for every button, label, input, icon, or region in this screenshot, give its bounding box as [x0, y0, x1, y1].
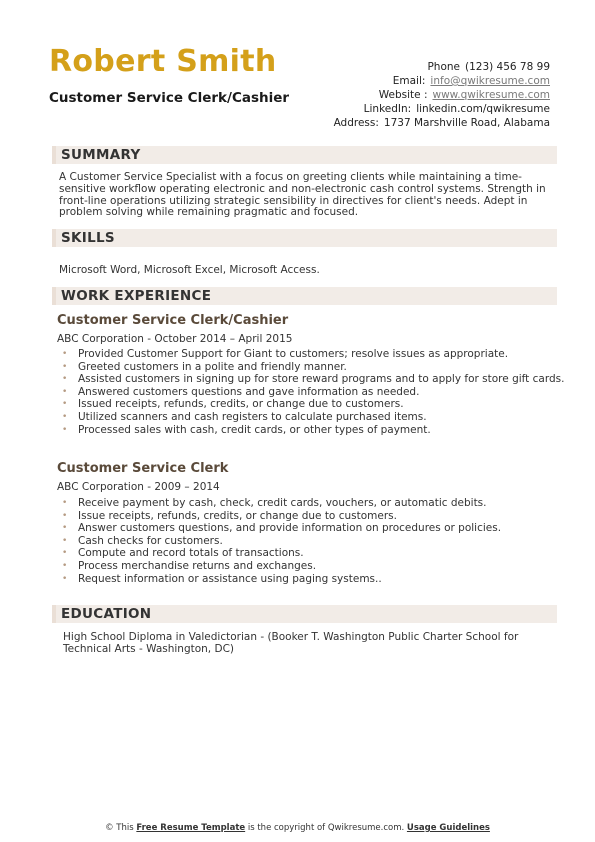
bullet-dot-icon: • — [62, 560, 68, 571]
job-bullet-text: Request information or assistance using paging systems.. — [78, 572, 382, 585]
job-bullet — [62, 522, 501, 535]
contact-label: Phone — [427, 61, 460, 73]
bullet-dot-icon: • — [62, 498, 68, 508]
job-bullet-text: Cash checks for customers. — [78, 534, 223, 547]
job-bullet-text: Processed sales with cash, credit cards, or other types of payment. — [78, 423, 431, 436]
contact-value: 1737 Marshville Road, Alabama — [383, 117, 550, 129]
contact-value[interactable]: www.qwikresume.com — [432, 89, 550, 101]
bullet-dot-icon: • — [62, 374, 68, 385]
contact-label: LinkedIn: — [363, 103, 412, 115]
contact-row — [250, 60, 550, 74]
job-bullet-list-1 — [62, 348, 564, 436]
candidate-job-title: Customer Service Clerk/Cashier — [49, 90, 290, 106]
contact-value: linkedin.com/qwikresume — [416, 103, 550, 115]
job-bullet — [62, 535, 501, 548]
candidate-name: Robert Smith — [49, 44, 277, 79]
footer — [0, 823, 595, 833]
job-bullet — [62, 348, 564, 361]
job-company-dates-2: ABC Corporation - 2009 – 2014 — [57, 481, 220, 493]
bullet-dot-icon: • — [62, 548, 68, 559]
job-bullet-text: Greeted customers in a polite and friendly manner. — [78, 360, 347, 373]
job-bullet — [62, 361, 564, 374]
education-heading-text: EDUCATION — [61, 606, 152, 622]
bullet-dot-icon: • — [62, 349, 68, 359]
job-bullet-text: Process merchandise returns and exchanges. — [78, 559, 317, 572]
summary-heading-text: SUMMARY — [61, 147, 141, 163]
contact-value: (123) 456 78 99 — [464, 61, 550, 73]
job-bullet — [62, 547, 501, 560]
contact-row — [250, 102, 550, 116]
education-text: High School Diploma in Valedictorian - (Booker T. Washington Public Charter School for Technical Arts - Washington, DC) — [63, 631, 519, 655]
job-title-1: Customer Service Clerk/Cashier — [57, 313, 289, 328]
bullet-dot-icon: • — [62, 411, 68, 422]
bullet-dot-icon: • — [62, 361, 68, 372]
job-bullet-list-2 — [62, 497, 501, 585]
job-bullet — [62, 424, 564, 437]
bullet-dot-icon: • — [62, 424, 68, 435]
job-bullet-text: Issue receipts, refunds, credits, or change due to customers. — [78, 509, 397, 522]
contact-label: Address: — [333, 117, 379, 129]
bullet-dot-icon: • — [62, 386, 68, 397]
job-company-dates-1: ABC Corporation - October 2014 – April 2015 — [57, 333, 293, 345]
contact-row — [250, 116, 550, 130]
contact-value[interactable]: info@qwikresume.com — [430, 75, 550, 87]
contact-row — [250, 74, 550, 88]
usage-guidelines-link[interactable]: Usage Guidelines — [406, 823, 490, 833]
work-experience-heading-text: WORK EXPERIENCE — [61, 288, 212, 304]
job-bullet-text: Answer customers questions, and provide information on procedures or policies. — [78, 522, 502, 535]
job-bullet — [62, 560, 501, 573]
contact-label: Email: — [392, 75, 426, 87]
skills-text: Microsoft Word, Microsoft Excel, Microsoft Access. — [59, 264, 320, 276]
job-bullet-text: Utilized scanners and cash registers to calculate purchased items. — [78, 410, 427, 423]
job-bullet — [62, 373, 564, 386]
job-bullet — [62, 497, 501, 510]
bullet-dot-icon: • — [62, 510, 68, 521]
summary-heading — [52, 146, 557, 164]
contact-label: Website : — [378, 89, 428, 101]
job-bullet-text: Compute and record totals of transactions. — [78, 547, 304, 560]
job-bullet-text: Assisted customers in signing up for store reward programs and to apply for store gift cards. — [78, 373, 565, 386]
contact-row — [250, 88, 550, 102]
contact-block — [250, 60, 550, 130]
job-bullet — [62, 510, 501, 523]
footer-middle: is the copyright of Qwikresume.com. — [247, 823, 405, 833]
bullet-dot-icon: • — [62, 523, 68, 534]
job-bullet — [62, 573, 501, 586]
job-title-2: Customer Service Clerk — [57, 461, 229, 476]
job-bullet-text: Answered customers questions and gave information as needed. — [78, 385, 420, 398]
education-heading — [52, 605, 557, 623]
job-bullet-text: Issued receipts, refunds, credits, or change due to customers. — [78, 398, 404, 411]
bullet-dot-icon: • — [62, 573, 68, 584]
bullet-dot-icon: • — [62, 535, 68, 546]
footer-prefix: © This — [105, 823, 134, 833]
bullet-dot-icon: • — [62, 399, 68, 410]
work-experience-heading — [52, 287, 557, 305]
skills-heading-text: SKILLS — [61, 230, 115, 246]
job-bullet — [62, 398, 564, 411]
free-resume-template-link[interactable]: Free Resume Template — [136, 823, 246, 833]
job-bullet-text: Provided Customer Support for Giant to customers; resolve issues as appropriate. — [78, 348, 509, 360]
job-bullet — [62, 411, 564, 424]
skills-heading — [52, 229, 557, 247]
job-bullet-text: Receive payment by cash, check, credit cards, vouchers, or automatic debits. — [78, 497, 487, 509]
job-bullet — [62, 386, 564, 399]
summary-text: A Customer Service Specialist with a focus on greeting clients while maintaining a time-sensitive workflow operating electronic and non-electronic cash control systems. Strength in front-line operations utilizing strategic sensibility in directives for client's needs. Adept in problem solving while remaining pragmatic and focused. — [59, 171, 546, 219]
